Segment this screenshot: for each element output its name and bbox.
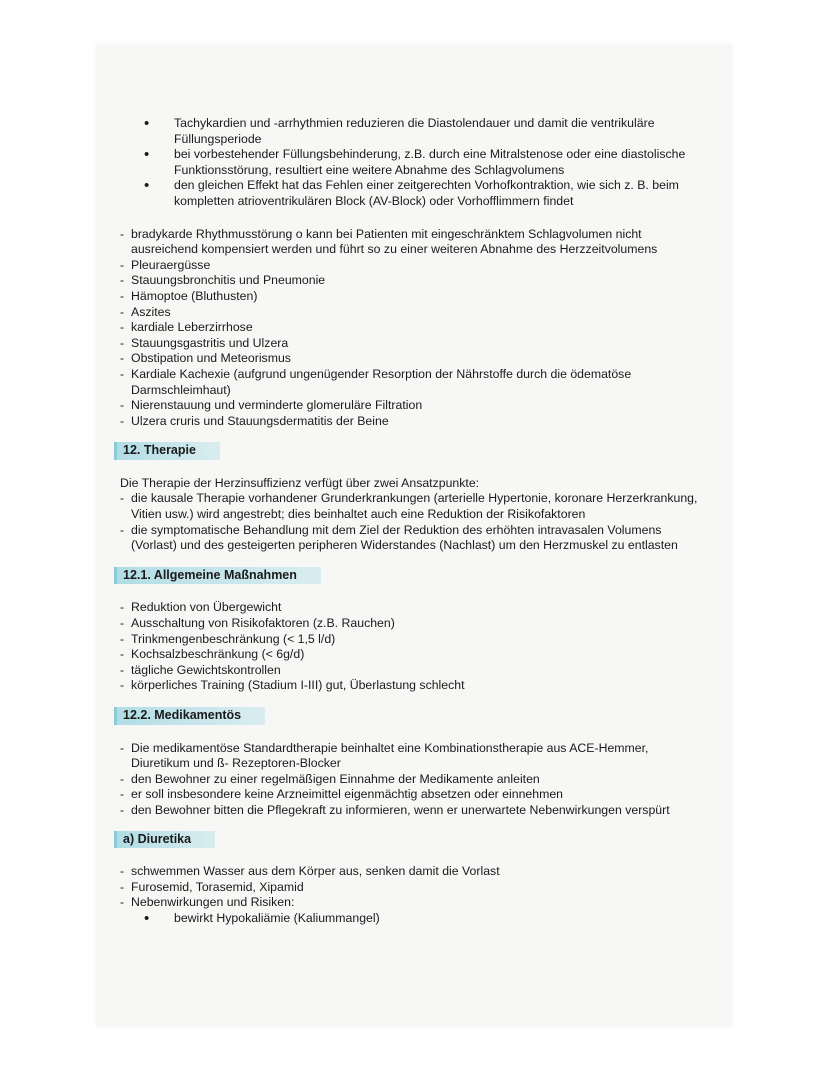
section-heading-diuretics: a) Diuretika xyxy=(114,831,215,849)
list-item: - tägliche Gewichtskontrollen xyxy=(120,663,700,679)
list-item: - den Bewohner bitten die Pflegekraft zu informieren, wenn er unerwartete Nebenwirkungen verspürt xyxy=(120,803,700,819)
document-content xyxy=(120,116,700,927)
section-heading-general: 12.1. Allgemeine Maßnahmen xyxy=(114,567,321,585)
list-item: - schwemmen Wasser aus dem Körper aus, senken damit die Vorlast xyxy=(120,864,700,880)
list-item: - Furosemid, Torasemid, Xipamid xyxy=(120,880,700,896)
bullet-list-top xyxy=(165,116,700,210)
list-item: - Ausschaltung von Risikofaktoren (z.B. Rauchen) xyxy=(120,616,700,632)
list-item: - Obstipation und Meteorismus xyxy=(120,351,700,367)
list-item: - Die medikamentöse Standardtherapie beinhaltet eine Kombinationstherapie aus ACE-Hemmer, Diuretikum und ß- Rezeptoren-Blocker xyxy=(120,741,700,772)
section-medication xyxy=(120,707,700,725)
list-item: - Nebenwirkungen und Risiken: xyxy=(120,895,700,911)
list-item: - Nierenstauung und verminderte glomeruläre Filtration xyxy=(120,398,700,414)
list-item: - er soll insbesondere keine Arzneimittel eigenmächtig absetzen oder einnehmen xyxy=(120,787,700,803)
complications-list xyxy=(120,227,700,430)
list-item: - Pleuraergüsse xyxy=(120,258,700,274)
list-item: - Stauungsgastritis und Ulzera xyxy=(120,336,700,352)
section-diuretics xyxy=(120,831,700,849)
list-item: - Ulzera cruris und Stauungsdermatitis der Beine xyxy=(120,414,700,430)
list-item: - Kochsalzbeschränkung (< 6g/d) xyxy=(120,647,700,663)
therapy-intro: Die Therapie der Herzinsuffizienz verfügt über zwei Ansatzpunkte: xyxy=(120,475,480,490)
list-item: • Tachykardien und -arrhythmien reduzieren die Diastolendauer und damit die ventrikuläre Füllungsperiode xyxy=(165,116,700,147)
list-item: - körperliches Training (Stadium I-III) gut, Überlastung schlecht xyxy=(120,678,700,694)
list-item: • bewirkt Hypokaliämie (Kaliummangel) xyxy=(165,911,700,927)
list-item: - Stauungsbronchitis und Pneumonie xyxy=(120,273,700,289)
list-item: - Kardiale Kachexie (aufgrund ungenügender Resorption der Nährstoffe durch die ödematöse Darmschleimhaut) xyxy=(120,367,700,398)
list-item: - kardiale Leberzirrhose xyxy=(120,320,700,336)
list-item: - Aszites xyxy=(120,305,700,321)
list-item: • den gleichen Effekt hat das Fehlen einer zeitgerechten Vorhofkontraktion, wie sich z. B. beim kompletten atrioventrikulären Block (AV-Block) oder Vorhofflimmern findet xyxy=(165,178,700,209)
list-item: - den Bewohner zu einer regelmäßigen Einnahme der Medikamente anleiten xyxy=(120,772,700,788)
list-item: - die kausale Therapie vorhandener Grunderkrankungen (arterielle Hypertonie, koronare Herzerkrankung, Vitien usw.) wird angestrebt; dies beinhaltet auch eine Reduktion der Risikofaktoren xyxy=(120,491,700,522)
section-heading-therapy: 12. Therapie xyxy=(114,442,220,460)
diuretics-list xyxy=(120,864,700,911)
list-item: - Trinkmengenbeschränkung (< 1,5 l/d) xyxy=(120,632,700,648)
section-heading-medication: 12.2. Medikamentös xyxy=(114,707,265,725)
list-item: - Reduktion von Übergewicht xyxy=(120,600,700,616)
list-item: - bradykarde Rhythmusstörung o kann bei Patienten mit eingeschränktem Schlagvolumen nicht ausreichend kompensiert werden und führt so zu einer weiteren Abnahme des Herzzeitvolumens xyxy=(120,227,700,258)
medication-list xyxy=(120,741,700,819)
list-item: - die symptomatische Behandlung mit dem Ziel der Reduktion des erhöhten intravasalen Volumens (Vorlast) und des gesteigerten peripheren Widerstandes (Nachlast) um den Herzmuskel zu entlasten xyxy=(120,523,700,554)
list-item: • bei vorbestehender Füllungsbehinderung, z.B. durch eine Mitralstenose oder eine diastolische Funktionsstörung, resultiert eine weitere Abnahme des Schlagvolumens xyxy=(165,147,700,178)
diuretics-side-effects-list xyxy=(165,911,700,927)
therapy-list xyxy=(120,491,700,553)
list-item: - Hämoptoe (Bluthusten) xyxy=(120,289,700,305)
section-general xyxy=(120,567,700,585)
section-therapy xyxy=(120,442,700,460)
general-measures-list xyxy=(120,600,700,694)
